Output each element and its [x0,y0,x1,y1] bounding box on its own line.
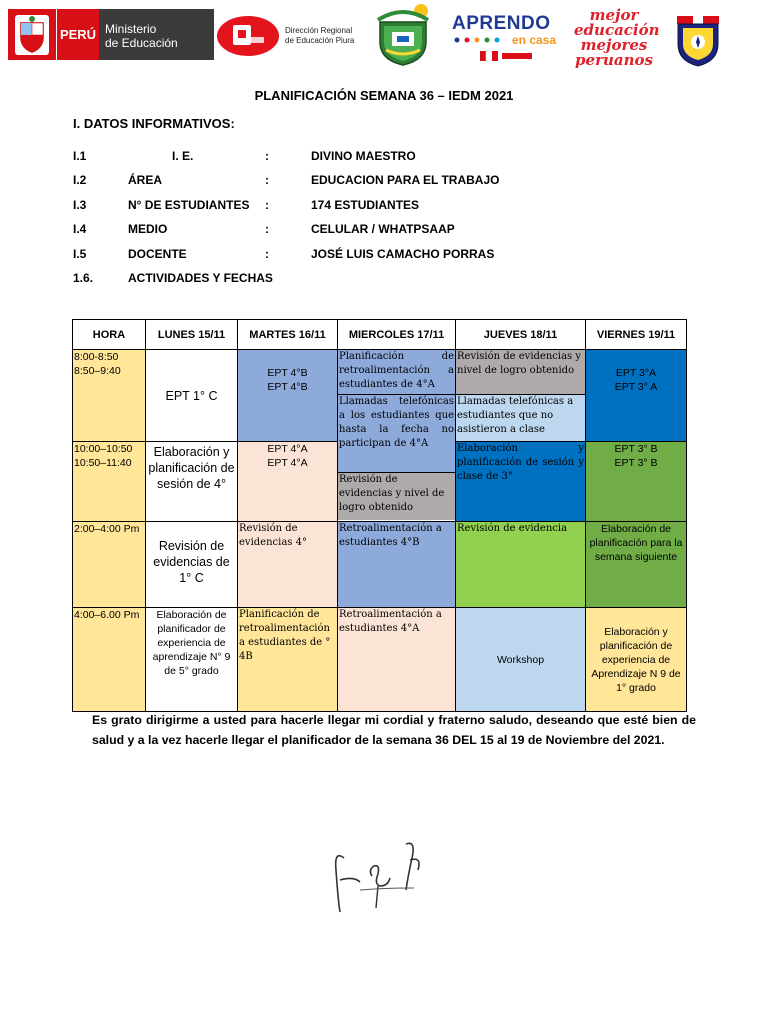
cell-jueves: Elaboración y planificación de sesión y clase de 3° [456,442,586,522]
cell-miercoles: Retroalimentación a estudiantes 4°B [338,522,456,608]
cell-lunes: Elaboración de planificador de experiencia de aprendizaje N° 9 de 5° grado [146,608,238,712]
peru-flag-icon [480,50,534,62]
cell-miercoles: Retroalimentación a estudiantes 4°A [338,608,456,712]
minedu-country: PERÚ [56,9,99,60]
minedu-ministry: Ministerio de Educación [99,9,214,60]
cell-hora: 8:00-8:50 8:50–9:40 [73,350,146,442]
cell-hora: 2:00–4:00 Pm [73,522,146,608]
cell-lunes: EPT 1° C [146,350,238,442]
header-martes: MARTES 16/11 [238,320,338,350]
cell-lunes: Elaboración y planificación de sesión de 4° [146,442,238,522]
header-jueves: JUEVES 18/11 [456,320,586,350]
minedu-logo [8,9,214,60]
cell-jueves: Revisión de evidencia [456,522,586,608]
cell-martes: Planificación de retroalimentación a estudiantes de ° 4B [238,608,338,712]
miercoles-llamadas: Llamadas telefónicas a los estudiantes que hasta la fecha no participan de 4°A [338,395,455,473]
cell-viernes: Elaboración de planificación para la semana siguiente [586,522,687,608]
cell-hora: 4:00–6.00 Pm [73,608,146,712]
aprendo-subtitle: en casa [512,33,557,47]
aprendo-en-casa-logo [452,14,564,62]
info-row: I.4 MEDIO : CELULAR / WHATPSAAP [73,222,455,236]
cell-viernes: Elaboración y planificación de experiencia de Aprendizaje N 9 de 1° grado [586,608,687,712]
school-logo-icon [368,2,438,68]
table-row [73,522,687,608]
schedule-table [72,319,687,712]
aprendo-dots-icon [454,37,510,43]
jueves-revision: Revisión de evidencias y nivel de logro obtenido [456,350,585,395]
cell-martes: EPT 4°A EPT 4°A [238,442,338,522]
header-viernes: VIERNES 19/11 [586,320,687,350]
miercoles-revision: Revisión de evidencias y nivel de logro obtenido [338,473,455,520]
signature-image [294,830,440,922]
miercoles-planificacion: Planificación de retroalimentación a estudiantes de 4°A [338,350,455,395]
header-miercoles: MIERCOLES 17/11 [338,320,456,350]
cell-martes: Revisión de evidencias 4° [238,522,338,608]
cell-jueves: Workshop [456,608,586,712]
header-lunes: LUNES 15/11 [146,320,238,350]
info-row: I.1 I. E. : DIVINO MAESTRO [73,149,416,163]
cell-hora: 10:00–10:50 10:50–11:40 [73,442,146,522]
info-row: I.2 ÁREA : EDUCACION PARA EL TRABAJO [73,173,500,187]
mejor-educacion-logo: mejor educación mejores peruanos [574,6,660,69]
drep-logo-icon [217,16,279,56]
table-row [73,608,687,712]
jueves-llamadas: Llamadas telefónicas a estudiantes que no asistieron a clase [456,395,585,441]
header-hora: HORA [73,320,146,350]
table-row [73,350,687,442]
table-header-row [73,320,687,350]
info-row: 1.6. ACTIVIDADES Y FECHAS [73,271,273,285]
cell-lunes: Revisión de evidencias de 1° C [146,522,238,608]
cell-martes: EPT 4°B EPT 4°B [238,350,338,442]
info-row: I.5 DOCENTE : JOSÉ LUIS CAMACHO PORRAS [73,247,495,261]
closing-paragraph: Es grato dirigirme a usted para hacerle llegar mi cordial y fraterno saludo, deseando que esté bien de salud y a la vez hacerle llegar el planificador de la semana 36 DEL 15 al 19 de Noviembre del 2021. [92,713,696,747]
aprendo-title: APRENDO [452,13,551,34]
peru-coat-of-arms-icon [8,9,56,60]
cell-jueves [456,350,586,442]
section-heading: I. DATOS INFORMATIVOS: [73,116,235,131]
document-title: PLANIFICACIÓN SEMANA 36 – IEDM 2021 [254,88,514,103]
school-crest-icon [675,14,721,68]
cell-viernes: EPT 3° B EPT 3° B [586,442,687,522]
info-row: I.3 N° DE ESTUDIANTES : 174 ESTUDIANTES [73,198,420,212]
drep-logo [217,16,357,56]
cell-miercoles [338,350,456,522]
cell-viernes: EPT 3°A EPT 3° A [586,350,687,442]
drep-text: Dirección Regional de Educación Piura [285,26,355,45]
